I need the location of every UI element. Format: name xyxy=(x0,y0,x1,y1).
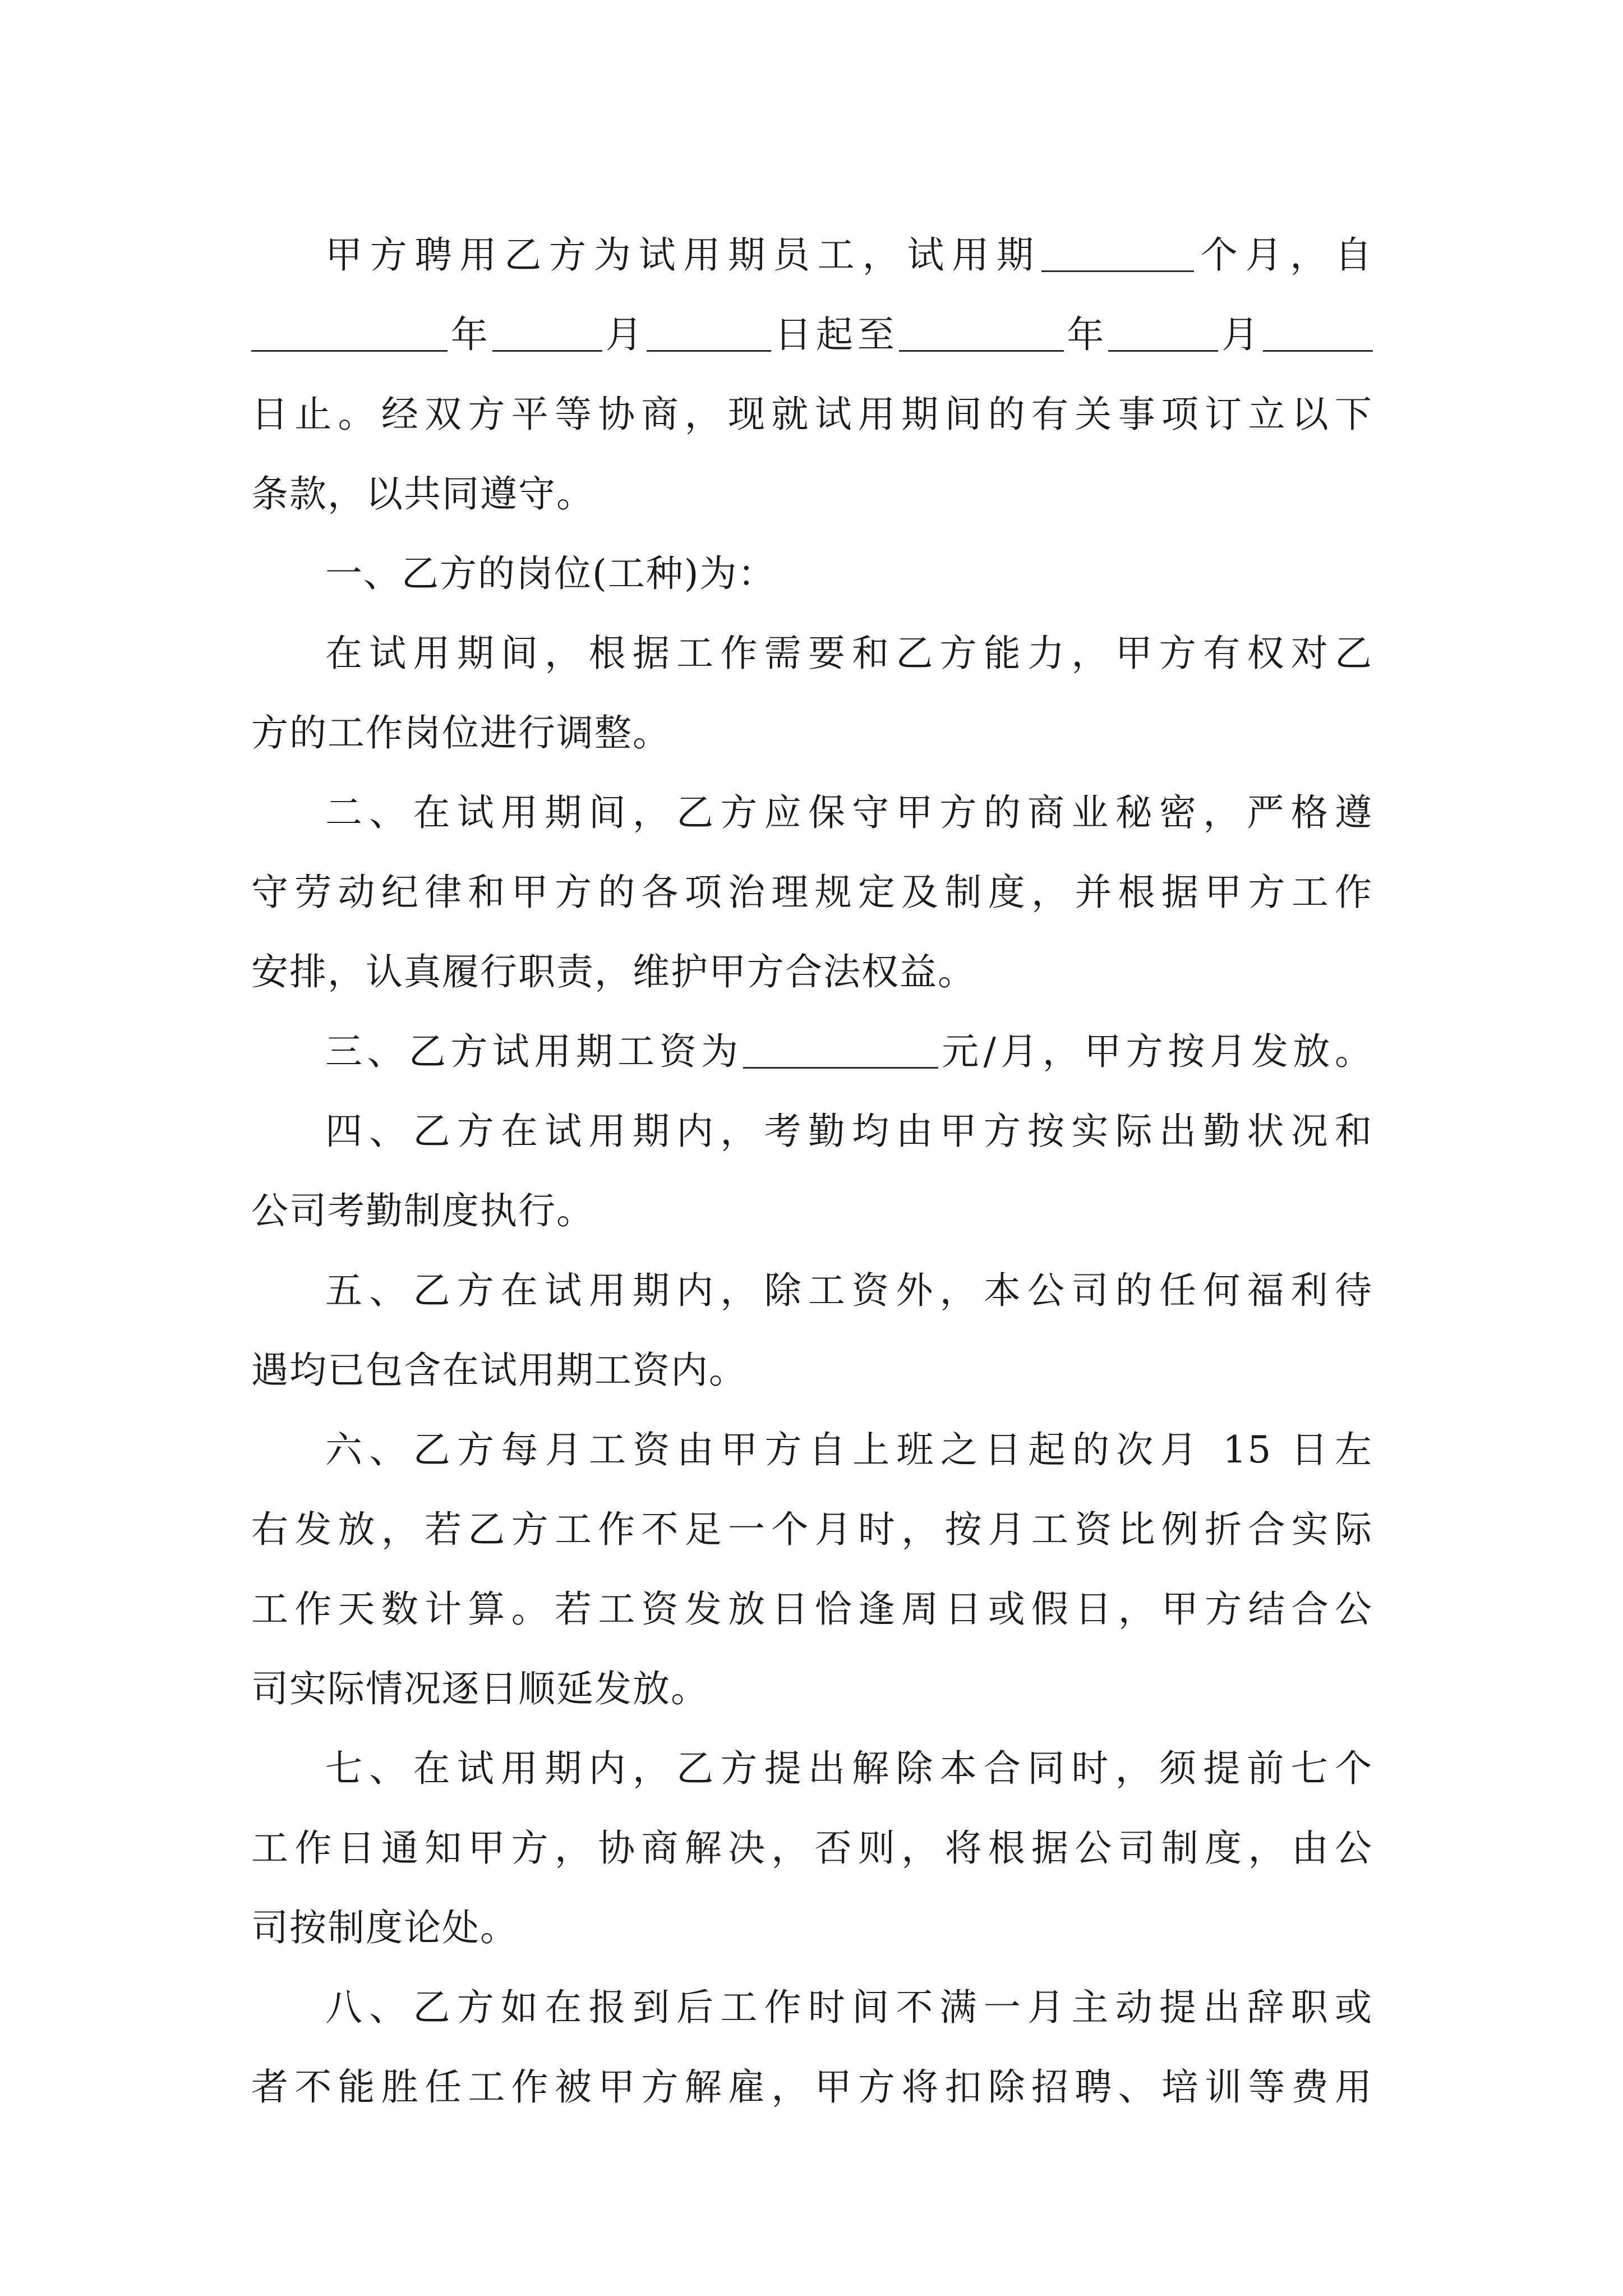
clause-6-line-4: 司实际情况逐日顺延发放。 xyxy=(251,1667,709,1710)
clause-8 xyxy=(251,1968,1373,2127)
clause-1-title: 一、乙方的岗位(工种)为： xyxy=(325,552,776,595)
clause-5 xyxy=(251,1251,1373,1410)
clause-5-line-2: 遇均已包含在试用期工资内。 xyxy=(251,1349,747,1392)
start-month-blank[interactable] xyxy=(492,315,602,352)
clause-6 xyxy=(251,1410,1373,1729)
clause-7-line-2: 工作日通知甲方，协商解决，否则，将根据公司制度，由公 xyxy=(251,1826,1373,1870)
clause-4-line-1: 四、乙方在试用期内，考勤均由甲方按实际出勤状况和 xyxy=(325,1110,1373,1153)
intro-line-4: 条款，以共同遵守。 xyxy=(251,472,594,516)
clause-8-line-2: 者不能胜任工作被甲方解雇，甲方将扣除招聘、培训等费用 xyxy=(251,2065,1373,2109)
clause-1-line-2: 方的工作岗位进行调整。 xyxy=(251,711,671,754)
clause-7-line-1: 七、在试用期内，乙方提出解除本合同时，须提前七个 xyxy=(325,1747,1373,1790)
clause-6-line-3: 工作天数计算。若工资发放日恰逢周日或假日，甲方结合公 xyxy=(251,1588,1373,1631)
clause-6-line-2: 右发放，若乙方工作不足一个月时，按月工资比例折合实际 xyxy=(251,1508,1373,1551)
clause-4 xyxy=(251,1092,1373,1251)
clause-7 xyxy=(251,1729,1373,1968)
clause-2-line-1: 二、在试用期间，乙方应保守甲方的商业秘密，严格遵 xyxy=(325,791,1373,834)
start-year-blank[interactable] xyxy=(251,315,448,352)
salary-blank[interactable] xyxy=(743,1032,938,1069)
clause-2-line-2: 守劳动纪律和甲方的各项治理规定及制度，并根据甲方工作 xyxy=(251,871,1373,914)
clause-4-line-2: 公司考勤制度执行。 xyxy=(251,1189,594,1232)
contract-body xyxy=(251,215,1373,2127)
clause-8-line-1: 八、乙方如在报到后工作时间不满一月主动提出辞职或 xyxy=(325,1986,1373,2029)
clause-2-line-3: 安排，认真履行职责，维护甲方合法权益。 xyxy=(251,950,976,993)
probation-months-blank[interactable] xyxy=(1041,235,1194,272)
clause-1-body xyxy=(251,614,1373,773)
end-day-blank[interactable] xyxy=(1263,315,1373,352)
clause-6-line-1: 六、乙方每月工资由甲方自上班之日起的次月 15 日左 xyxy=(325,1428,1373,1471)
clause-2 xyxy=(251,773,1373,1012)
clause-3: 三、乙方试用期工资为 元/月，甲方按月发放。 xyxy=(325,1030,1373,1073)
clause-1-line-1: 在试用期间，根据工作需要和乙方能力，甲方有权对乙 xyxy=(325,632,1373,675)
intro-line-1: 甲方聘用乙方为试用期员工，试用期 个月，自 xyxy=(325,233,1373,277)
end-month-blank[interactable] xyxy=(1108,315,1218,352)
intro-line-3: 日止。经双方平等协商，现就试用期间的有关事项订立以下 xyxy=(251,393,1373,436)
clause-5-line-1: 五、乙方在试用期内，除工资外，本公司的任何福利待 xyxy=(325,1269,1373,1312)
end-year-blank[interactable] xyxy=(899,315,1064,352)
clause-7-line-3: 司按制度论处。 xyxy=(251,1906,518,1949)
intro-line-2: 年 月 日起至 年 月 xyxy=(251,295,1373,375)
intro-paragraph xyxy=(251,215,1373,534)
start-day-blank[interactable] xyxy=(647,315,771,352)
